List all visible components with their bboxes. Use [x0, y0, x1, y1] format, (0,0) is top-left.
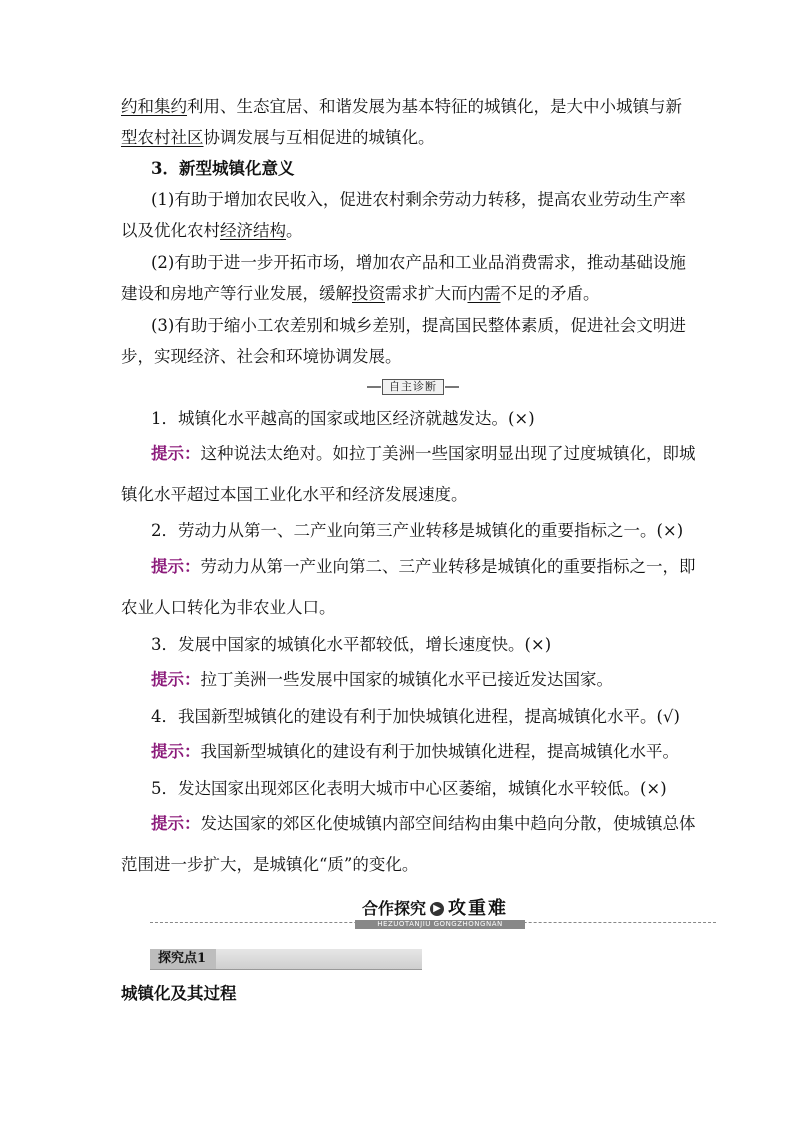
underlined-term: 型农村社区	[121, 128, 204, 147]
hint-3-line1	[151, 668, 613, 692]
significance-p1-line2	[121, 219, 303, 243]
hint-5-line1	[151, 812, 696, 836]
underlined-term: 约和集约	[121, 97, 187, 116]
text: 我国新型城镇化的建设有利于加快城镇化进程，提高城镇化水平。	[200, 742, 679, 761]
explore-point-tab: 探究点1	[150, 949, 216, 969]
question-3: 3．发展中国家的城镇化水平都较低，增长速度快。(×)	[151, 635, 552, 654]
hint-label: 提示：	[151, 814, 201, 833]
text: 。	[286, 221, 303, 240]
underlined-term: 内需	[467, 284, 501, 303]
hint-1-line1	[151, 442, 696, 466]
section-title-b: 攻重难	[448, 898, 509, 919]
significance-p1-line1: (1)有助于增加农民收入，促进农村剩余劳动力转移，提高农业劳动生产率	[151, 190, 686, 209]
text: 协调发展与互相促进的城镇化。	[203, 128, 435, 147]
question-5: 5．发达国家出现郊区化表明大城市中心区萎缩，城镇化水平较低。(×)	[151, 779, 667, 798]
hint-2-line1	[151, 555, 696, 579]
question-2: 2．劳动力从第一、二产业向第三产业转移是城镇化的重要指标之一。(×)	[151, 521, 684, 540]
text: 以及优化农村	[121, 221, 220, 240]
text: 发达国家的郊区化使城镇内部空间结构由集中趋向分散，使城镇总体	[200, 814, 696, 833]
underlined-term: 经济结构	[220, 221, 286, 240]
underlined-term: 投资	[352, 284, 385, 303]
arrow-right-icon: ▶	[430, 902, 444, 916]
hint-label: 提示：	[151, 670, 201, 689]
self-diagnosis-banner	[367, 378, 459, 396]
significance-p2-line2	[121, 282, 600, 306]
text: 不足的矛盾。	[500, 284, 600, 303]
significance-p3-line1: (3)有助于缩小工农差别和城乡差别，提高国民整体素质，促进社会文明进	[151, 316, 686, 335]
question-1: 1．城镇化水平越高的国家或地区经济就越发达。(×)	[151, 409, 535, 428]
question-4: 4．我国新型城镇化的建设有利于加快城镇化进程，提高城镇化水平。(√)	[151, 707, 680, 726]
intro-line-1	[121, 95, 682, 119]
hint-4-line1	[151, 740, 679, 764]
text: 劳动力从第一产业向第二、三产业转移是城镇化的重要指标之一，即	[200, 557, 696, 576]
section-header	[150, 897, 716, 931]
intro-line-2	[121, 126, 435, 150]
hint-2-line2: 农业人口转化为非农业人口。	[121, 598, 336, 617]
text: 利用、生态宜居、和谐发展为基本特征的城镇化，是大中小城镇与新	[187, 97, 682, 116]
hint-label: 提示：	[151, 444, 201, 463]
hint-label: 提示：	[151, 557, 201, 576]
explore-heading: 城镇化及其过程	[121, 984, 237, 1003]
text: 拉丁美洲一些发展中国家的城镇化水平已接近发达国家。	[200, 670, 613, 689]
section-pinyin: HEZUOTANJIU GONGZHONGNAN	[355, 920, 525, 929]
section-title	[358, 897, 516, 921]
significance-p3-line2: 步，实现经济、社会和环境协调发展。	[121, 347, 402, 366]
significance-p2-line1: (2)有助于进一步开拓市场，增加农产品和工业品消费需求，推动基础设施	[151, 253, 686, 272]
banner-label: 自主诊断	[382, 379, 444, 395]
text: 这种说法太绝对。如拉丁美洲一些国家明显出现了过度城镇化，即城	[200, 444, 696, 463]
explore-point-bar	[150, 949, 422, 970]
text: 建设和房地产等行业发展，缓解	[121, 284, 352, 303]
text: 需求扩大而	[385, 284, 468, 303]
hint-label: 提示：	[151, 742, 201, 761]
banner-bar	[445, 386, 459, 388]
hint-1-line2: 镇化水平超过本国工业化水平和经济发展速度。	[121, 485, 468, 504]
banner-bar	[367, 386, 381, 388]
section-title-a: 合作探究	[362, 899, 427, 918]
hint-5-line2: 范围进一步扩大，是城镇化“质”的变化。	[121, 855, 419, 874]
significance-heading: 3．新型城镇化意义	[151, 159, 295, 178]
